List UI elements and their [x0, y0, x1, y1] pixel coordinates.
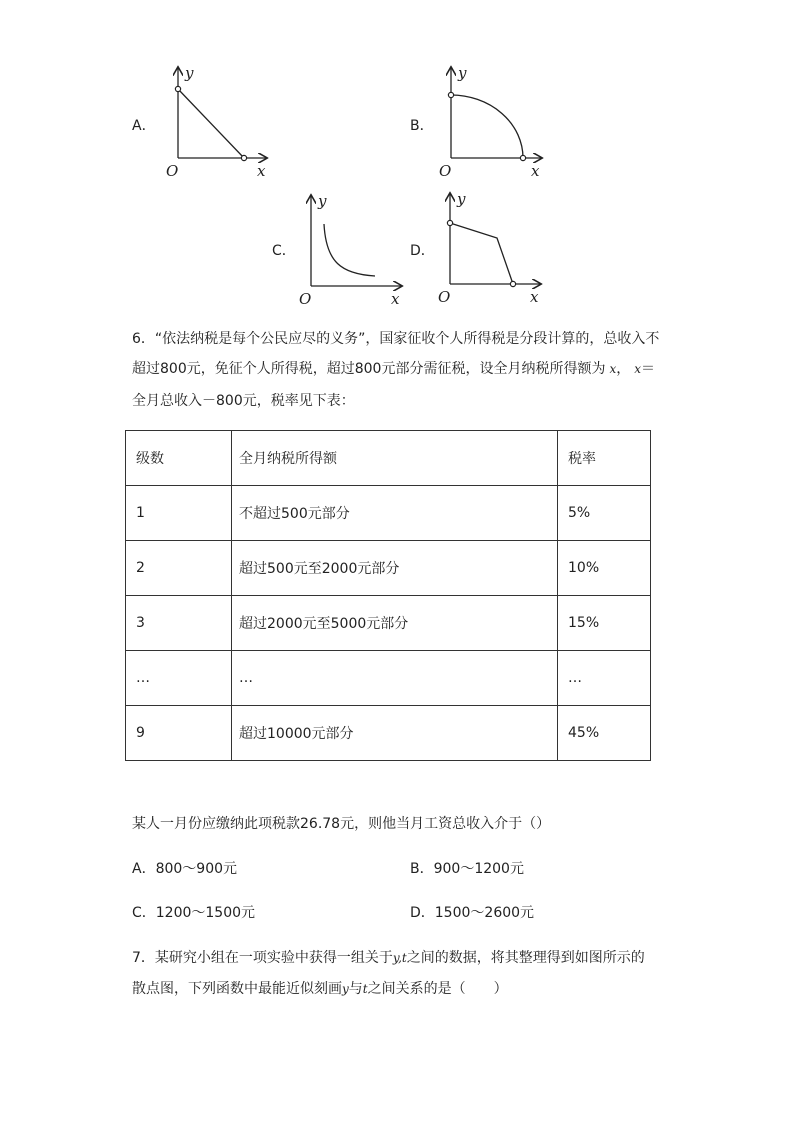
table-cell: 10%: [558, 541, 651, 596]
word-and: 与: [348, 981, 363, 997]
q6-question: 某人一月份应缴纳此项税款26.78元，则他当月工资总收入介于（）: [132, 816, 551, 832]
table-cell: 5%: [558, 486, 651, 541]
y-label: y: [185, 64, 194, 82]
table-cell: 2: [126, 541, 232, 596]
var-x: x: [609, 362, 617, 376]
option-d-label: D．: [410, 243, 435, 259]
q7-line-2: [132, 982, 508, 996]
table-row: [126, 541, 651, 596]
q7-line-2-text: 散点图，下列函数中最能近似刻画: [132, 981, 342, 997]
q7-line-1-text-end: 之间的数据，将其整理得到如图所示的: [406, 950, 645, 966]
open-endpoint: [175, 86, 180, 91]
table-row: [126, 486, 651, 541]
open-endpoint: [520, 155, 525, 160]
x-label: x: [531, 162, 540, 180]
graph-line: [178, 89, 244, 158]
header-cell: 全月纳税所得额: [232, 431, 558, 486]
open-endpoint: [448, 92, 453, 97]
choice-a: A．800～900元: [132, 861, 238, 877]
var-x: x: [634, 362, 642, 376]
table-cell: 1: [126, 486, 232, 541]
table-cell: …: [558, 651, 651, 706]
option-c-label: C．: [272, 243, 296, 259]
q7-line-1-text: 7．某研究小组在一项实验中获得一组关于: [132, 950, 393, 966]
table-cell: 3: [126, 596, 232, 651]
table-row: [126, 706, 651, 761]
table-row: [126, 596, 651, 651]
x-label: x: [391, 290, 400, 308]
table-cell: …: [126, 651, 232, 706]
header-cell: 级数: [126, 431, 232, 486]
y-label: y: [318, 192, 327, 210]
table-header-row: [126, 431, 651, 486]
table-cell: 超过500元至2000元部分: [232, 541, 558, 596]
graph-c: [293, 190, 413, 315]
table-cell: 15%: [558, 596, 651, 651]
open-endpoint: [241, 155, 246, 160]
choice-d: D．1500～2600元: [410, 905, 535, 921]
q6-line-3: 全月总收入－800元，税率见下表：: [132, 393, 355, 409]
y-label: y: [457, 190, 466, 208]
table-cell: 45%: [558, 706, 651, 761]
origin-label: O: [299, 290, 312, 308]
origin-label: O: [438, 288, 451, 306]
var-y: y: [342, 982, 349, 996]
option-b-label: B．: [410, 118, 434, 134]
header-cell: 税率: [558, 431, 651, 486]
graph-curve: [451, 95, 523, 158]
table-cell: 不超过500元部分: [232, 486, 558, 541]
var-y-t: y,t: [392, 951, 407, 965]
q7-line-2-text-end: 之间关系的是（ ）: [367, 981, 508, 997]
table-cell: 超过2000元至5000元部分: [232, 596, 558, 651]
graph-a: [160, 60, 280, 185]
option-a-label: A．: [132, 118, 156, 134]
open-endpoint: [447, 220, 452, 225]
graph-polyline: [450, 223, 513, 284]
graph-curve: [324, 224, 375, 276]
x-label: x: [257, 162, 266, 180]
comma: ，: [616, 361, 631, 377]
origin-label: O: [439, 162, 452, 180]
table-row: [126, 651, 651, 706]
table-cell: 9: [126, 706, 232, 761]
x-label: x: [530, 288, 539, 306]
q7-line-1: [132, 951, 645, 965]
y-label: y: [458, 64, 467, 82]
choice-c: C．1200～1500元: [132, 905, 256, 921]
var-t: t: [362, 982, 368, 996]
open-endpoint: [510, 281, 515, 286]
q6-line-1: 6．“依法纳税是每个公民应尽的义务”，国家征收个人所得税是分段计算的，总收入不: [132, 331, 660, 347]
table-cell: …: [232, 651, 558, 706]
graph-b: [433, 60, 553, 185]
equals-sign: ＝: [641, 361, 656, 377]
graph-d: [432, 190, 552, 315]
choice-b: B．900～1200元: [410, 861, 524, 877]
tax-rate-table: [125, 430, 651, 761]
table-cell: 超过10000元部分: [232, 706, 558, 761]
q6-line-2-text: 超过800元，免征个人所得税，超过800元部分需征税，设全月纳税所得额为: [132, 361, 606, 377]
origin-label: O: [166, 162, 179, 180]
q6-line-2: [132, 362, 655, 376]
